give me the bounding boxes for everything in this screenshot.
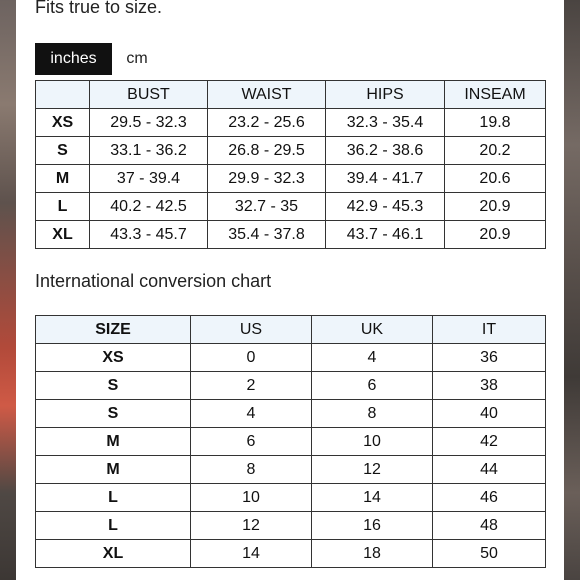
intl-chart-title: International conversion chart <box>35 271 272 291</box>
table-cell: 42 <box>433 428 546 456</box>
intl-header-cell: UK <box>312 316 433 344</box>
table-row <box>36 428 546 456</box>
size-chart-header-cell <box>36 81 90 109</box>
table-cell: 14 <box>191 540 312 568</box>
intl-header-cell: IT <box>433 316 546 344</box>
size-label: XL <box>36 221 90 249</box>
table-cell: 33.1 - 36.2 <box>90 137 208 165</box>
table-cell: 2 <box>191 372 312 400</box>
size-chart-header-cell: BUST <box>90 81 208 109</box>
size-label: M <box>36 428 191 456</box>
table-cell: 40 <box>433 400 546 428</box>
table-cell: 20.6 <box>445 165 546 193</box>
table-cell: 29.5 - 32.3 <box>90 109 208 137</box>
table-cell: 10 <box>312 428 433 456</box>
background-photo-left <box>0 0 16 580</box>
size-chart-header-cell: WAIST <box>208 81 326 109</box>
table-cell: 32.3 - 35.4 <box>326 109 445 137</box>
fit-note: Fits true to size. <box>35 0 163 17</box>
inches-button[interactable]: inches <box>35 43 112 75</box>
table-cell: 36.2 - 38.6 <box>326 137 445 165</box>
table-cell: 0 <box>191 344 312 372</box>
table-row <box>36 540 546 568</box>
table-cell: 16 <box>312 512 433 540</box>
size-label: L <box>36 193 90 221</box>
table-cell: 44 <box>433 456 546 484</box>
table-cell: 48 <box>433 512 546 540</box>
table-cell: 39.4 - 41.7 <box>326 165 445 193</box>
size-chart-header-cell: INSEAM <box>445 81 546 109</box>
size-chart-header-cell: HIPS <box>326 81 445 109</box>
size-label: XS <box>36 109 90 137</box>
size-chart-table <box>35 80 546 249</box>
table-cell: 36 <box>433 344 546 372</box>
table-row <box>36 372 546 400</box>
size-label: S <box>36 372 191 400</box>
size-label: XS <box>36 344 191 372</box>
table-cell: 50 <box>433 540 546 568</box>
table-cell: 37 - 39.4 <box>90 165 208 193</box>
table-cell: 32.7 - 35 <box>208 193 326 221</box>
table-cell: 10 <box>191 484 312 512</box>
size-label: M <box>36 456 191 484</box>
table-row <box>36 484 546 512</box>
size-chart-header-row <box>36 81 546 109</box>
table-row <box>36 109 546 137</box>
cm-button[interactable]: cm <box>112 43 158 75</box>
size-label: M <box>36 165 90 193</box>
table-cell: 6 <box>312 372 433 400</box>
table-cell: 8 <box>191 456 312 484</box>
size-label: S <box>36 137 90 165</box>
table-row <box>36 193 546 221</box>
intl-conversion-table <box>35 315 546 568</box>
size-label: S <box>36 400 191 428</box>
table-cell: 38 <box>433 372 546 400</box>
table-cell: 43.3 - 45.7 <box>90 221 208 249</box>
table-row <box>36 165 546 193</box>
table-cell: 20.9 <box>445 221 546 249</box>
table-cell: 8 <box>312 400 433 428</box>
intl-header-cell: US <box>191 316 312 344</box>
size-label: L <box>36 512 191 540</box>
intl-header-row <box>36 316 546 344</box>
size-label: XL <box>36 540 191 568</box>
table-row <box>36 456 546 484</box>
table-cell: 35.4 - 37.8 <box>208 221 326 249</box>
table-cell: 43.7 - 46.1 <box>326 221 445 249</box>
table-cell: 4 <box>191 400 312 428</box>
table-cell: 6 <box>191 428 312 456</box>
table-cell: 23.2 - 25.6 <box>208 109 326 137</box>
table-row <box>36 221 546 249</box>
table-row <box>36 400 546 428</box>
table-cell: 26.8 - 29.5 <box>208 137 326 165</box>
table-cell: 46 <box>433 484 546 512</box>
table-cell: 18 <box>312 540 433 568</box>
table-row <box>36 512 546 540</box>
table-cell: 20.9 <box>445 193 546 221</box>
size-label: L <box>36 484 191 512</box>
table-row <box>36 344 546 372</box>
table-cell: 19.8 <box>445 109 546 137</box>
table-cell: 29.9 - 32.3 <box>208 165 326 193</box>
intl-header-cell: SIZE <box>36 316 191 344</box>
table-cell: 40.2 - 42.5 <box>90 193 208 221</box>
table-cell: 20.2 <box>445 137 546 165</box>
size-guide-panel <box>16 0 564 580</box>
table-cell: 42.9 - 45.3 <box>326 193 445 221</box>
table-row <box>36 137 546 165</box>
table-cell: 12 <box>191 512 312 540</box>
table-cell: 12 <box>312 456 433 484</box>
background-photo-right <box>564 0 580 580</box>
table-cell: 14 <box>312 484 433 512</box>
unit-toggle <box>35 43 158 75</box>
table-cell: 4 <box>312 344 433 372</box>
